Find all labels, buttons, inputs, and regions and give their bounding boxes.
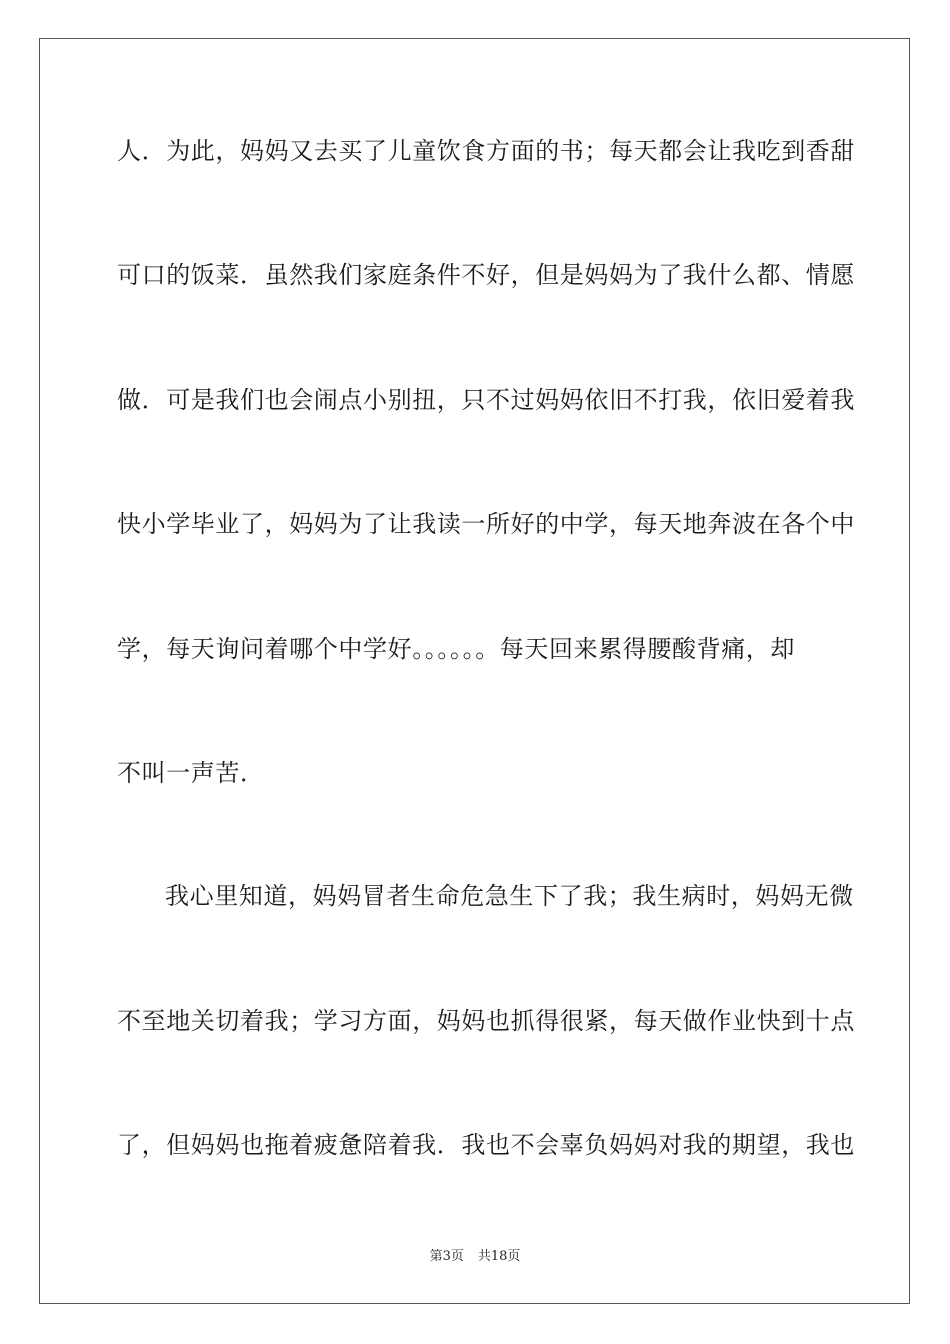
text-line: 不至地关切着我；学习方面，妈妈也抓得很紧，每天做作业快到十点 <box>117 1007 855 1035</box>
text-line: 了，但妈妈也拖着疲惫陪着我．我也不会辜负妈妈对我的期望，我也 <box>117 1131 855 1159</box>
page-footer <box>0 1248 950 1266</box>
text-line: 可口的饭菜．虽然我们家庭条件不好，但是妈妈为了我什么都、情愿 <box>117 261 855 289</box>
page-border <box>39 38 910 1304</box>
text-line: 不叫一声苦． <box>117 759 265 787</box>
text-line: 做．可是我们也会闹点小别扭，只不过妈妈依旧不打我，依旧爱着我 <box>117 386 855 414</box>
paragraph-first-line: 我心里知道，妈妈冒者生命危急生下了我；我生病时，妈妈无微 <box>165 882 854 910</box>
page-total: 共18页 <box>477 1249 521 1264</box>
text-line: 人．为此，妈妈又去买了儿童饮食方面的书；每天都会让我吃到香甜 <box>117 137 855 165</box>
page-number: 第3页 <box>429 1249 464 1264</box>
text-line: 快小学毕业了，妈妈为了让我读一所好的中学，每天地奔波在各个中 <box>117 510 855 538</box>
text-line: 学，每天询问着哪个中学好。。。。。。每天回来累得腰酸背痛，却 <box>117 635 795 663</box>
